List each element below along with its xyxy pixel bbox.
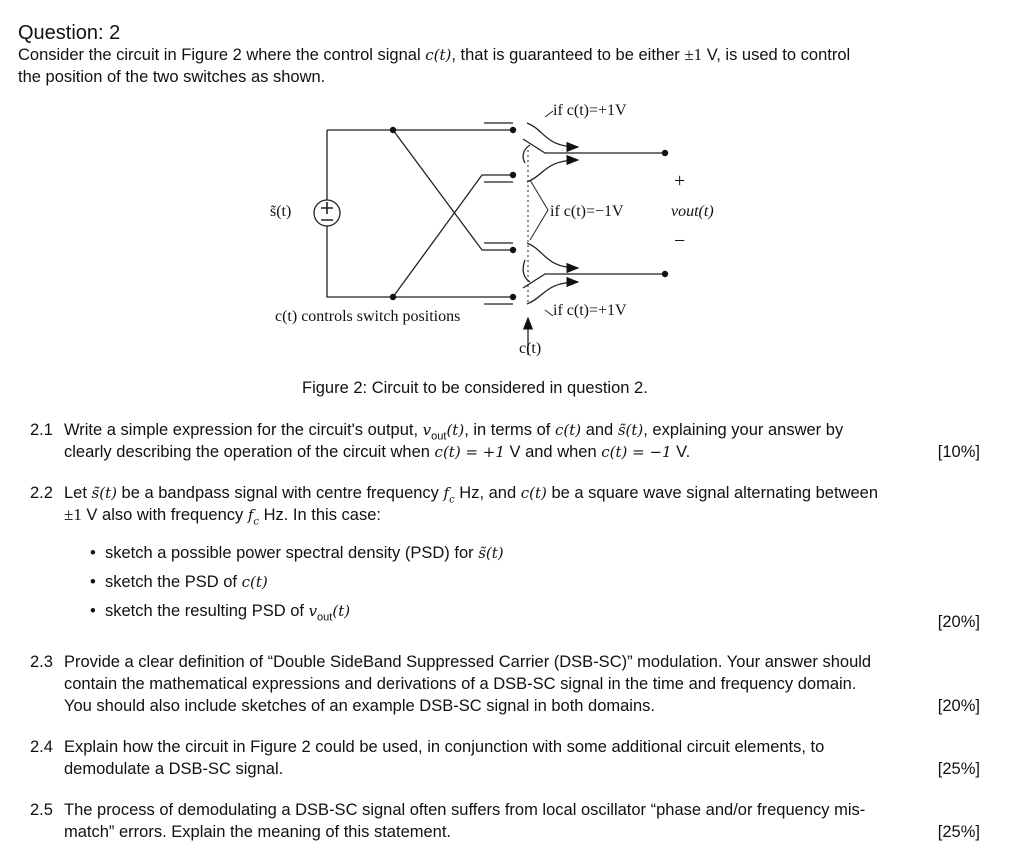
q22-line-1: Let s̃(t) be a bandpass signal with centre frequency $f_c$ Hz, and c(t) be a square wave signal alternating between <box>64 484 879 506</box>
q22-bullet-3: • sketch the resulting PSD of $v_{out}(t)$ <box>90 602 351 624</box>
control-input-label: c(t) <box>519 340 542 357</box>
switch-label-top: if c(t)=+1V <box>553 102 627 119</box>
minus-sign: − <box>674 230 686 252</box>
circuit-diagram <box>0 0 1024 400</box>
q21-line-1: Write a simple expression for the circuit's output, $v_{out}(t)$, in terms of c(t) and s̃(t), explaining your answer by <box>64 421 844 443</box>
source-label: s̃(t) <box>270 203 292 220</box>
q21-marks: [10%] <box>937 443 980 461</box>
intro-line-2: the position of the two switches as shown. <box>18 68 326 86</box>
plus-sign: + <box>674 170 686 192</box>
q22-line-2: ±1 V also with frequency $f_c$ Hz. In this case: <box>64 505 381 528</box>
question-title: Question: 2 <box>18 22 121 44</box>
q24-line-2: demodulate a DSB-SC signal. <box>64 760 284 778</box>
q25-marks: [25%] <box>937 823 980 841</box>
q23-line-2: contain the mathematical expressions and derivations of a DSB-SC signal in the time and frequency domain. <box>64 675 857 693</box>
q24-number: 2.4 <box>30 738 53 756</box>
switch-label-bottom: if c(t)=+1V <box>553 302 627 319</box>
figure-caption: Figure 2: Circuit to be considered in question 2. <box>302 379 648 397</box>
q21-line-2: clearly describing the operation of the circuit when c(t) = +1 V and when c(t) = −1 V. <box>64 443 691 461</box>
q24-line-1: Explain how the circuit in Figure 2 could be used, in conjunction with some additional circuit elements, to <box>64 738 825 756</box>
q22-bullet-2: • sketch the PSD of c(t) <box>90 573 268 591</box>
q24-marks: [25%] <box>937 760 980 778</box>
q25-number: 2.5 <box>30 801 53 819</box>
q23-marks: [20%] <box>937 697 980 715</box>
q22-bullet-1: • sketch a possible power spectral density (PSD) for s̃(t) <box>90 544 504 562</box>
q23-line-1: Provide a clear definition of “Double SideBand Suppressed Carrier (DSB-SC)” modulation. Your answer should <box>64 653 872 671</box>
q23-line-3: You should also include sketches of an example DSB-SC signal in both domains. <box>64 697 655 715</box>
q25-line-2: match” errors. Explain the meaning of this statement. <box>64 823 452 841</box>
q21-number: 2.1 <box>30 421 53 439</box>
vout-label: vout(t) <box>671 203 714 220</box>
q22-number: 2.2 <box>30 484 53 502</box>
switch-label-mid: if c(t)=−1V <box>550 203 624 220</box>
wires-left <box>327 130 513 297</box>
controls-label: c(t) controls switch positions <box>275 308 461 325</box>
q23-number: 2.3 <box>30 653 53 671</box>
q22-marks: [20%] <box>937 613 980 631</box>
intro-line-1: Consider the circuit in Figure 2 where the control signal c(t), that is guaranteed to be either ±1 V, is used to control <box>18 45 851 64</box>
q25-line-1: The process of demodulating a DSB-SC signal often suffers from local oscillator “phase and/or frequency mis- <box>64 801 866 819</box>
